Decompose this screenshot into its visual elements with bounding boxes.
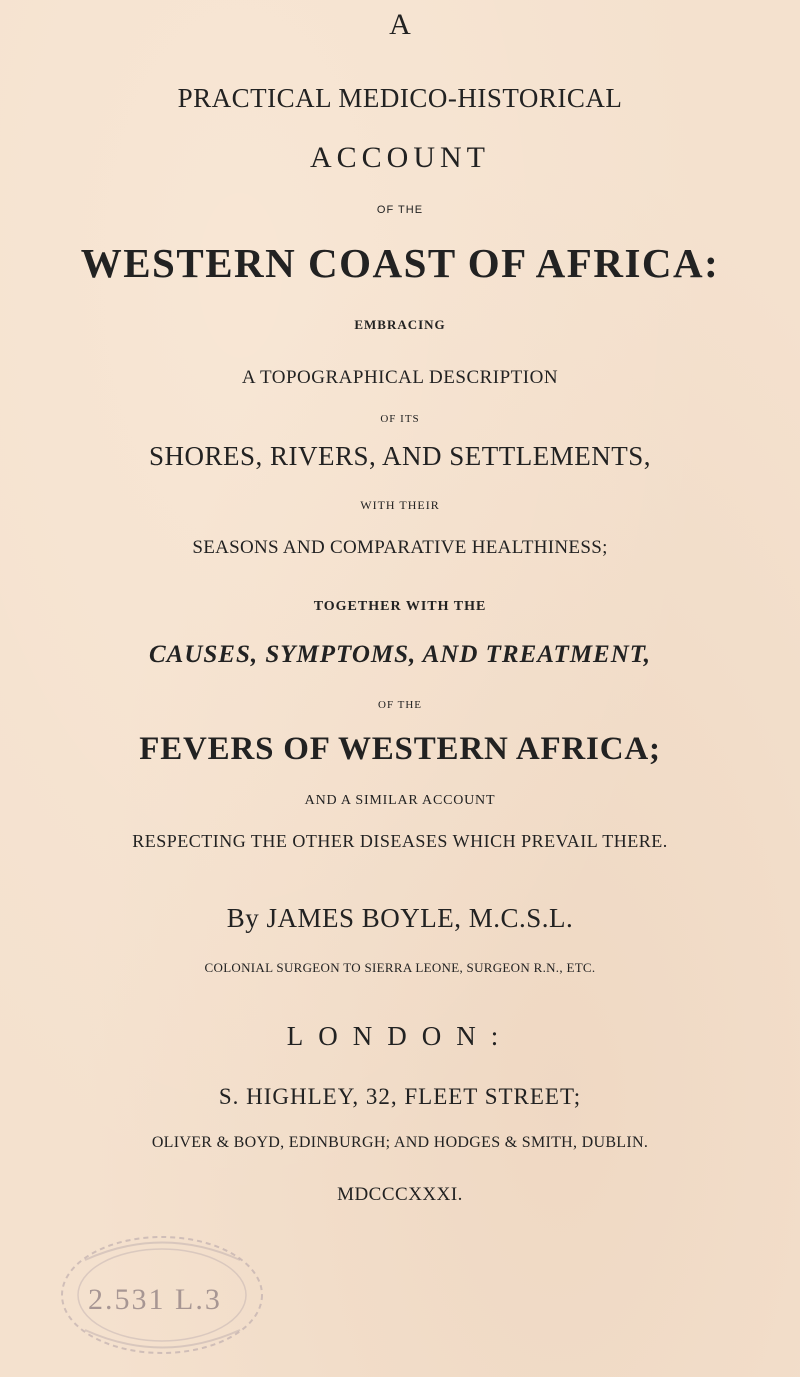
of-the-label-2: OF THE [378, 699, 422, 711]
author-line: By JAMES BOYLE, M.C.S.L. [226, 903, 574, 933]
causes-line: CAUSES, SYMPTOMS, AND TREATMENT, [148, 641, 652, 668]
topographical-line: A TOPOGRAPHICAL DESCRIPTION [241, 367, 559, 388]
seasons-line: SEASONS AND COMPARATIVE HEALTHINESS; [192, 537, 608, 558]
fevers-line: FEVERS OF WESTERN AFRICA; [139, 731, 661, 767]
title-line-3: WESTERN COAST OF AFRICA: [80, 240, 720, 286]
similar-account-line: AND A SIMILAR ACCOUNT [304, 793, 496, 808]
title-line-2: ACCOUNT [309, 141, 490, 174]
year-line: MDCCCXXXI. [337, 1184, 463, 1205]
stamp-handwritten-number: 2.531 L.3 [88, 1283, 222, 1316]
title-line-1: PRACTICAL MEDICO-HISTORICAL [177, 83, 623, 113]
with-their-label: WITH THEIR [360, 498, 440, 512]
city-line: LONDON: [286, 1021, 514, 1051]
title-article: A [389, 8, 411, 41]
author-title-line: COLONIAL SURGEON TO SIERRA LEONE, SURGEON R.N., ETC. [204, 960, 596, 975]
shores-line: SHORES, RIVERS, AND SETTLEMENTS, [148, 441, 652, 471]
of-the-label-1: OF THE [376, 204, 424, 216]
embracing-label: EMBRACING [354, 317, 446, 332]
publisher-line-2: OLIVER & BOYD, EDINBURGH; AND HODGES & SMITH, DUBLIN. [151, 1134, 649, 1151]
respecting-line: RESPECTING THE OTHER DISEASES WHICH PREVAIL THERE. [132, 831, 668, 851]
together-with-label: TOGETHER WITH THE [313, 599, 487, 614]
of-its-label: OF ITS [380, 413, 420, 425]
publisher-line-1: S. HIGHLEY, 32, FLEET STREET; [218, 1084, 582, 1109]
